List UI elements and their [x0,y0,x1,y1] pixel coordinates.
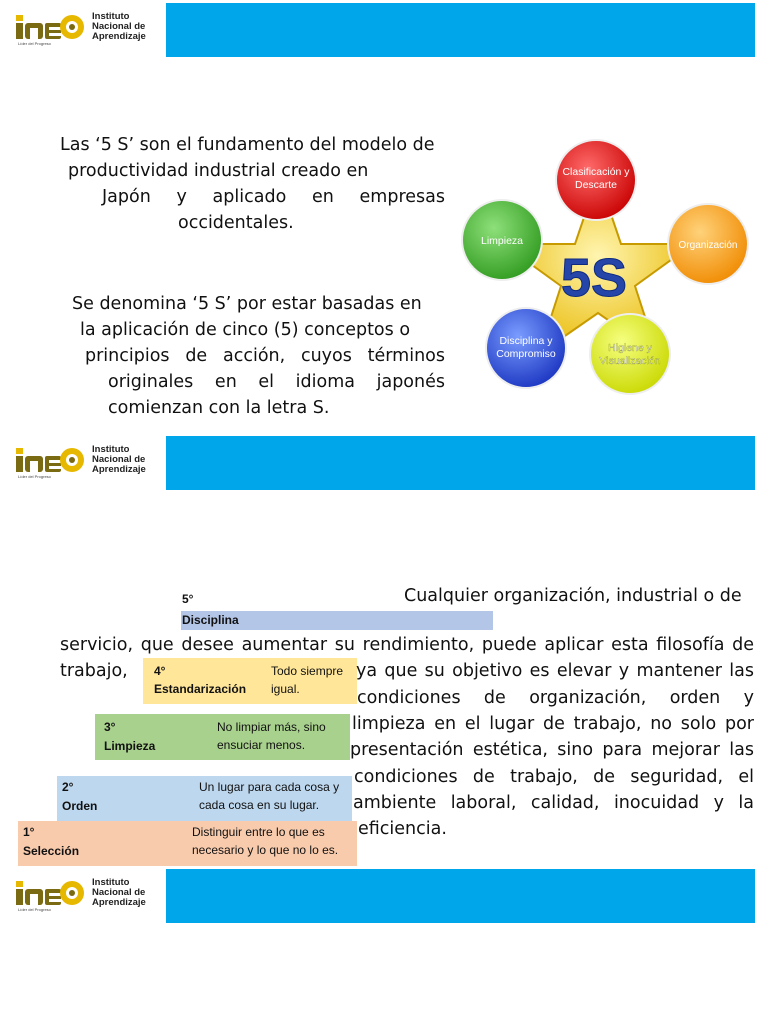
five-s-diagram [458,136,758,406]
circle-higiene-label-2: Visualización [599,355,661,367]
body-line-5: limpieza en el lugar de trabajo, no solo por [352,714,754,734]
step-2-number: 2° [62,780,74,794]
circle-organizacion [668,204,748,284]
intro-p1-line-3: Japón y aplicado en empresas [102,187,445,207]
circle-limpieza-label: Limpieza [480,235,524,247]
circle-clasificacion-label-2: Descarte [574,179,618,191]
intro-p2-line-4: originales en el idioma japonés [108,372,445,392]
step-4-desc-1: Todo siempre [271,664,344,678]
intro-p2-line-3: principios de acción, cuyos términos [85,346,445,366]
logo-line-3: Aprendizaje [92,464,146,475]
circle-disciplina-label-2: Compromiso [496,348,556,360]
body-line-3a: trabajo, [60,661,128,681]
logo-line-3: Aprendizaje [92,31,146,42]
page-header-2 [0,433,768,489]
intro-paragraph-1 [60,132,445,236]
ina-logo-icon [16,13,86,41]
body-line-7: condiciones de trabajo, de seguridad, el [354,767,754,787]
step-2-desc-2: cada cosa en su lugar. [199,798,320,812]
body-line-3b: ya que su objetivo es elevar y mantener las [356,661,754,681]
step-3-limpieza [95,714,350,760]
step-5-number: 5° [182,592,194,606]
body-line-6: presentación estética, sino para mejorar las [350,740,754,760]
logo-line-2: Nacional de [92,454,146,465]
circle-higiene [590,314,670,394]
logo-name [92,12,146,42]
logo-line-2: Nacional de [92,887,146,898]
logo-tagline: Líder del Progreso [18,41,51,46]
body-line-4: condiciones de organización, orden y [357,688,754,708]
circle-disciplina-label-1: Disciplina y [499,335,553,347]
ina-logo-icon [16,879,86,907]
header-bar [166,3,755,57]
intro-paragraph-2 [72,291,445,421]
logo-name [92,878,146,908]
header-bar [166,436,755,490]
intro-p1-line-1: Las ‘5 S’ son el fundamento del modelo de [60,135,435,155]
diagram-center-label: 5S [560,248,628,308]
logo-line-1: Instituto [92,444,130,455]
step-4-desc-2: igual. [271,682,300,696]
logo-line-1: Instituto [92,11,130,22]
intro-p1-line-4: occidentales. [178,213,294,233]
step-3-desc-2: ensuciar menos. [217,738,306,752]
circle-disciplina [486,308,566,388]
ina-logo [16,877,156,911]
logo-line-1: Instituto [92,877,130,888]
step-3-name: Limpieza [104,739,156,753]
step-1-number: 1° [23,825,35,839]
step-2-orden [57,776,352,821]
step-3-desc-1: No limpiar más, sino [217,720,326,734]
logo-line-2: Nacional de [92,21,146,32]
body-line-8: ambiente laboral, calidad, inocuidad y la [353,793,754,813]
intro-p1-line-2: productividad industrial creado en [68,161,369,181]
body-line-2: servicio, que desee aumentar su rendimiento, puede aplicar esta filosofía de [60,635,754,655]
body-line-1: Cualquier organización, industrial o de [404,586,742,606]
circle-clasificacion [556,140,636,220]
intro-p2-line-1: Se denomina ‘5 S’ por estar basadas en [72,294,422,314]
ina-logo-icon [16,446,86,474]
logo-tagline: Líder del Progreso [18,907,51,912]
step-1-desc-2: necesario y lo que no lo es. [192,843,339,857]
intro-p2-line-2: la aplicación de cinco (5) conceptos o [80,320,411,340]
header-bar [166,869,755,923]
logo-tagline: Líder del Progreso [18,474,51,479]
page-header-3 [0,866,768,922]
step-4-name: Estandarización [154,682,247,696]
step-1-desc-1: Distinguir entre lo que es [192,825,325,839]
circle-limpieza [462,200,542,280]
circle-organizacion-label: Organización [678,240,738,251]
step-2-name: Orden [62,799,98,813]
ina-logo [16,11,156,45]
ina-logo [16,444,156,478]
step-3-number: 3° [104,720,116,734]
step-1-name: Selección [23,844,80,858]
step-4-number: 4° [154,664,166,678]
page-header-1 [0,0,768,56]
circle-higiene-label-1: Higiene y [608,342,652,354]
step-1-seleccion [18,821,357,866]
circle-clasificacion-label-1: Clasificación y [562,166,630,178]
step-5-name: Disciplina [182,613,239,627]
step-4-estandarizacion [143,658,357,704]
logo-name [92,445,146,475]
body-line-9: eficiencia. [358,819,447,839]
step-2-desc-1: Un lugar para cada cosa y [199,780,340,794]
intro-p2-line-5: comienzan con la letra S. [108,398,330,418]
logo-line-3: Aprendizaje [92,897,146,908]
